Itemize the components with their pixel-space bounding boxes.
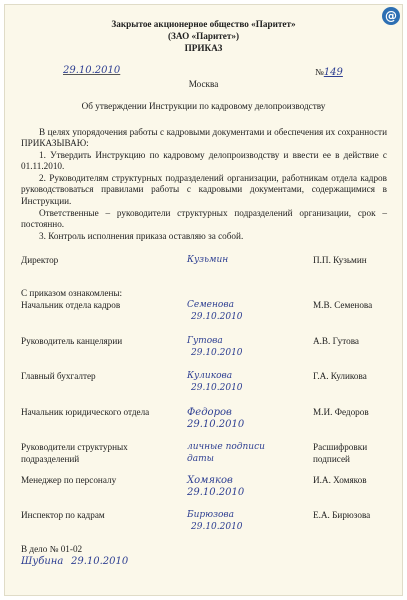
sign-date: 29.10.2010: [191, 522, 243, 532]
signature: Куликова: [187, 371, 233, 381]
position: Начальник юридического отдела: [21, 407, 150, 417]
signature-line-1: личные подписи: [187, 442, 265, 452]
name-line-1: Расшифровки: [313, 442, 368, 452]
number-sign: №: [315, 67, 324, 77]
order-date: 29.10.2010: [63, 65, 121, 76]
director-title: Директор: [21, 255, 59, 265]
signature-line-2: даты: [187, 454, 214, 464]
signature: Гутова: [187, 336, 223, 346]
order-subject: Об утверждении Инструкции по кадровому делопроизводству: [81, 101, 326, 111]
position: Руководитель канцелярии: [21, 336, 123, 346]
full-name: И.А. Хомяков: [313, 475, 367, 485]
sign-date: 29.10.2010: [191, 312, 243, 322]
city: Москва: [188, 79, 219, 89]
file-signature: Шубина: [21, 556, 64, 567]
doc-type: ПРИКАЗ: [184, 43, 223, 53]
document-page: @ Закрытое акционерное общество «Паритет» (ЗАО «Паритет») ПРИКАЗ 29.10.2010 Москва №149 Об утверждении Инструкции по кадровому делопроизводству В целях упорядочения работы с кадровыми документами и обеспечения их сохранности ПРИКАЗЫВАЮ: 1. Утвердить Инструкцию по кадровому делопроизводству и ввести ее в действие с 01.11.2010. 2. Руководителям структурных подразделений организации, работникам отдела кадров руководствоваться правилами работы с кадровыми документами, содержащимися в Инструкции. Ответственные – руководители структурных подразделений организации, срок – постоянно. 3. Контроль исполнения приказа оставляю за собой. Директор Кузьмин П.П. Кузьмин С приказом ознакомлены: Начальник отдела кадров Семенова 29.10.2010 М.В. Семенова Руководитель канцелярии Гутова 29.10.2010 А.В. Гутова Главный бухгалтер Куликова 29.10.2010 Г.А. Куликова Начальник юридического отдела Федоров 29.10.2010 М.И. Федоров Руководители структурных подразделений личные подписи даты Расшифровки подписей Менеджер по персоналу Хомяков 29.10.2010 И.А. Хомяков Инспектор по кадрам Бирюзова 29.10.2010 Е.А. Бирюзова В дело № 01-02 Шубина 29.10.2010: [4, 4, 403, 596]
full-name: М.В. Семенова: [313, 300, 373, 310]
signature: Бирюзова: [187, 510, 235, 520]
full-name: А.В. Гутова: [313, 336, 359, 346]
position: Инспектор по кадрам: [21, 510, 105, 520]
org-short-name: (ЗАО «Паритет»): [167, 31, 240, 41]
preamble: В целях упорядочения работы с кадровыми документами и обеспечения их сохранности ПРИКАЗЫВАЮ:: [21, 127, 387, 149]
name-line-2: подписей: [313, 454, 350, 464]
responsible-note: Ответственные – руководители структурных подразделений организации, срок – постоянно.: [21, 208, 387, 230]
order-number: [315, 67, 343, 78]
position-line-1: Руководители структурных: [21, 442, 128, 452]
signature: Федоров: [187, 407, 232, 418]
item-3: 3. Контроль исполнения приказа оставляю за собой.: [39, 231, 244, 241]
director-signature: Кузьмин: [187, 255, 229, 265]
full-name: Е.А. Бирюзова: [313, 510, 371, 520]
org-name: Закрытое акционерное общество «Паритет»: [111, 19, 296, 29]
position: Главный бухгалтер: [21, 371, 96, 381]
sign-date: 29.10.2010: [191, 383, 243, 393]
item-1: 1. Утвердить Инструкцию по кадровому делопроизводству и ввести ее в действие с 01.11.2010.: [21, 150, 387, 172]
full-name: Г.А. Куликова: [313, 371, 367, 381]
director-name: П.П. Кузьмин: [313, 255, 367, 265]
position-line-2: подразделений: [21, 454, 80, 464]
file-date: 29.10.2010: [71, 556, 129, 567]
position: Менеджер по персоналу: [21, 475, 117, 485]
signature: Хомяков: [187, 475, 233, 486]
full-name: М.И. Федоров: [313, 407, 369, 417]
position: Начальник отдела кадров: [21, 300, 121, 310]
sign-date: 29.10.2010: [187, 487, 245, 498]
at-sign-icon[interactable]: @: [382, 7, 400, 25]
item-2: 2. Руководителям структурных подразделений организации, работникам отдела кадров руководствоваться правилами работы с кадровыми документами, содержащимися в Инструкции.: [21, 173, 387, 206]
signature: Семенова: [187, 300, 234, 310]
sign-date: 29.10.2010: [187, 419, 245, 430]
number-value: 149: [323, 67, 343, 78]
sign-date: 29.10.2010: [191, 348, 243, 358]
